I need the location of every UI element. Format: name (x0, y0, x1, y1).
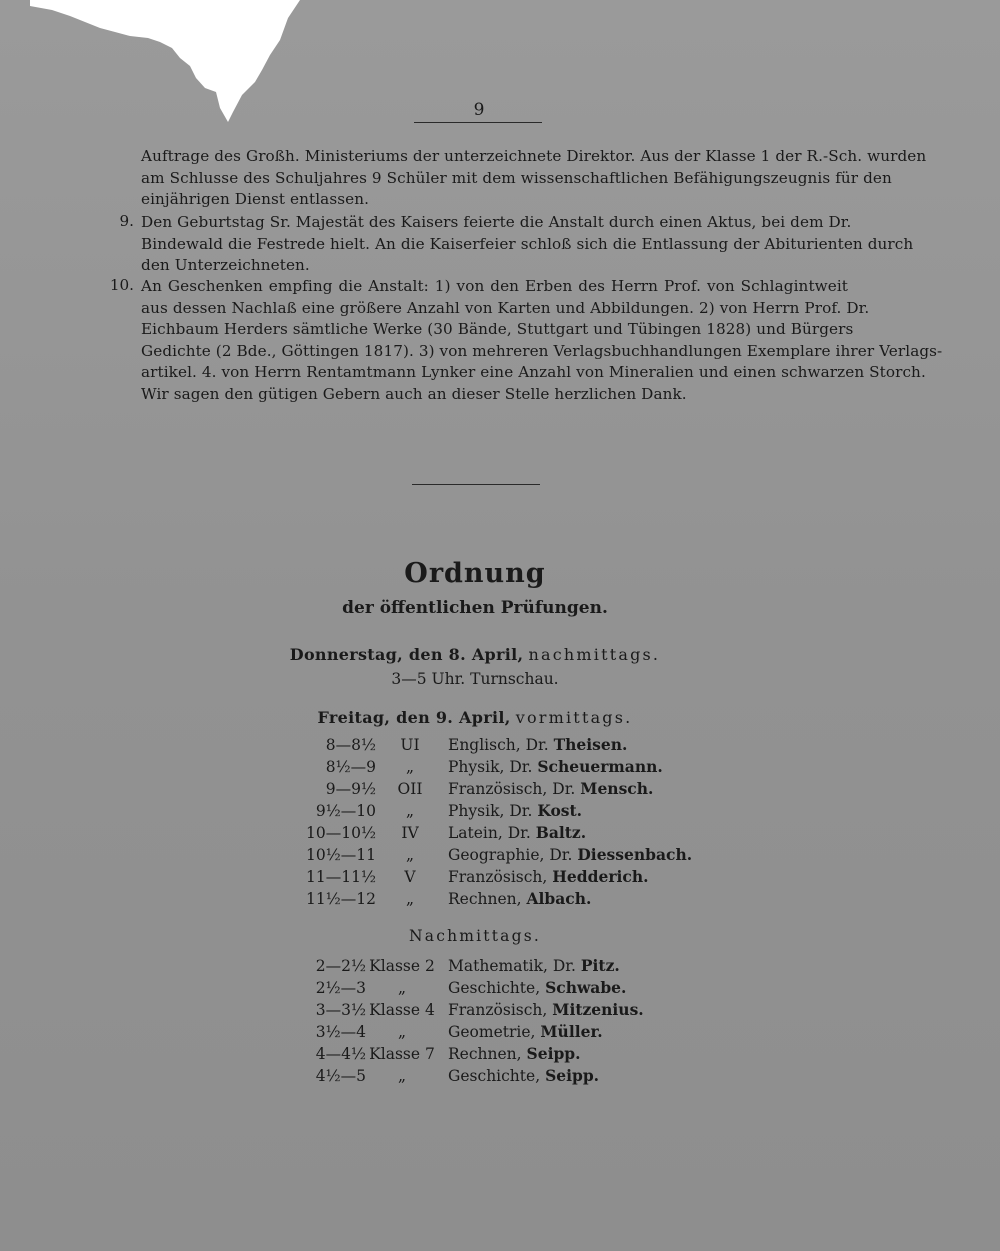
teacher: Hedderich. (552, 867, 649, 886)
thursday-line: 3—5 Uhr. Turnschau. (391, 670, 559, 688)
subject-teacher (448, 844, 692, 866)
subject: Physik, Dr. (448, 758, 533, 776)
teacher: Seipp. (526, 1044, 581, 1063)
time-slot: 4½—5 (315, 1067, 366, 1085)
text-line: Eichbaum Herders sämtliche Werke (30 Bände, Stuttgart und Tübingen 1828) und Bürgers (141, 320, 854, 339)
teacher: Pitz. (580, 956, 620, 975)
teacher: Baltz. (535, 823, 587, 842)
section-divider (412, 484, 540, 485)
page-number: 9 (473, 100, 485, 120)
time-slot: 4—4½ (315, 1045, 366, 1063)
class-label: „ (405, 846, 415, 864)
subject-teacher (448, 999, 644, 1021)
teacher: Kost. (537, 801, 583, 820)
afternoon-schedule (0, 955, 1000, 1090)
class-label: „ (405, 890, 415, 908)
paragraph-9 (141, 212, 914, 277)
time-slot: 3½—4 (315, 1023, 366, 1041)
text-line: artikel. 4. von Herrn Rentamtmann Lynker eine Anzahl von Mineralien und einen schwarzen Storch. (141, 363, 926, 382)
text-line: Bindewald die Festrede hielt. An die Kaiserfeier schloß sich die Entlassung der Abiturienten durch (141, 234, 914, 253)
text-line: An Geschenken empfing die Anstalt: 1) von den Erben des Herrn Prof. von Schlagintweit (141, 277, 848, 295)
class-label: Klasse 2 (369, 957, 435, 975)
time-slot: 11—11½ (306, 868, 376, 886)
text-line: aus dessen Nachlaß eine größere Anzahl von Karten und Abbildungen. 2) von Herrn Prof. Dr. (141, 298, 870, 317)
class-label: OII (397, 780, 423, 798)
time-slot: 9—9½ (325, 780, 376, 798)
header-rule (414, 122, 542, 123)
text-line: am Schlusse des Schuljahres 9 Schüler mit dem wissenschaftlichen Befähigungszeugnis für den (141, 168, 892, 187)
class-label: „ (397, 979, 407, 997)
schedule-title: Ordnung (404, 558, 546, 589)
subject: Geometrie, (448, 1023, 536, 1041)
subject: Geschichte, (448, 979, 541, 997)
time-slot: 11½—12 (306, 890, 376, 908)
day-part: nachmittags. (528, 645, 661, 664)
subject-teacher (448, 1021, 603, 1043)
paragraph-10 (141, 276, 943, 406)
subject-teacher (448, 756, 663, 778)
class-label: UI (400, 736, 420, 754)
subject-teacher (448, 800, 582, 822)
teacher: Albach. (526, 889, 592, 908)
text-line: Wir sagen den gütigen Gebern auch an dieser Stelle herzlichen Dank. (141, 384, 687, 403)
subject-teacher (448, 1043, 581, 1065)
subject: Englisch, Dr. (448, 736, 549, 754)
subject-teacher (448, 822, 586, 844)
day-part: vormittags. (515, 708, 633, 727)
subject: Französisch, Dr. (448, 780, 576, 798)
class-label: „ (405, 802, 415, 820)
subject: Rechnen, (448, 1045, 522, 1063)
time-slot: 8½—9 (325, 758, 376, 776)
time-slot: 10½—11 (306, 846, 376, 864)
subject: Rechnen, (448, 890, 522, 908)
subject: Geschichte, (448, 1067, 541, 1085)
subject: Physik, Dr. (448, 802, 533, 820)
teacher: Schwabe. (545, 978, 627, 997)
schedule-subtitle: der öffentlichen Prüfungen. (342, 598, 608, 618)
teacher: Diessenbach. (577, 845, 693, 864)
subject: Französisch, (448, 1001, 548, 1019)
text-line: den Unterzeichneten. (141, 256, 310, 275)
teacher: Mitzenius. (552, 1000, 644, 1019)
subject-teacher (448, 888, 591, 910)
subject-teacher (448, 866, 648, 888)
class-label: Klasse 7 (369, 1045, 435, 1063)
teacher: Seipp. (545, 1066, 600, 1085)
subject-teacher (448, 1065, 599, 1087)
teacher: Müller. (540, 1022, 603, 1041)
time-slot: 2½—3 (315, 979, 366, 997)
time-slot: 8—8½ (325, 736, 376, 754)
class-label: Klasse 4 (369, 1001, 435, 1019)
class-label: „ (397, 1023, 407, 1041)
friday-heading (0, 708, 950, 727)
class-label: „ (397, 1067, 407, 1085)
text-line: Den Geburtstag Sr. Majestät des Kaisers feierte die Anstalt durch einen Aktus, bei dem Dr. (141, 213, 852, 231)
thursday-heading (0, 645, 950, 664)
item-number-9: 9. (119, 212, 134, 230)
subject: Mathematik, Dr. (448, 957, 576, 975)
subject-teacher (448, 734, 627, 756)
teacher: Theisen. (553, 735, 628, 754)
time-slot: 3—3½ (315, 1001, 366, 1019)
morning-schedule (0, 734, 1000, 914)
subject: Latein, Dr. (448, 824, 531, 842)
time-slot: 9½—10 (315, 802, 376, 820)
teacher: Mensch. (580, 779, 654, 798)
day-label: Donnerstag, den 8. April, (289, 645, 524, 664)
subject-teacher (448, 778, 653, 800)
class-label: V (404, 868, 416, 886)
day-label: Freitag, den 9. April, (317, 708, 511, 727)
class-label: „ (405, 758, 415, 776)
item-number-10: 10. (109, 276, 134, 294)
time-slot: 10—10½ (306, 824, 376, 842)
text-line: Auftrage des Großh. Ministeriums der unterzeichnete Direktor. Aus der Klasse 1 der R.-Sch. wurden (141, 147, 927, 165)
subject-teacher (448, 955, 620, 977)
time-slot: 2—2½ (315, 957, 366, 975)
text-line: Gedichte (2 Bde., Göttingen 1817). 3) von mehreren Verlagsbuchhandlungen Exemplare ihrer Verlags- (141, 341, 943, 360)
text-line: einjährigen Dienst entlassen. (141, 190, 370, 209)
subject: Geographie, Dr. (448, 846, 573, 864)
class-label: IV (401, 824, 419, 842)
subject-teacher (448, 977, 626, 999)
afternoon-heading: Nachmittags. (408, 927, 542, 945)
subject: Französisch, (448, 868, 548, 886)
paragraph-8-continuation (141, 146, 927, 211)
teacher: Scheuermann. (537, 757, 663, 776)
